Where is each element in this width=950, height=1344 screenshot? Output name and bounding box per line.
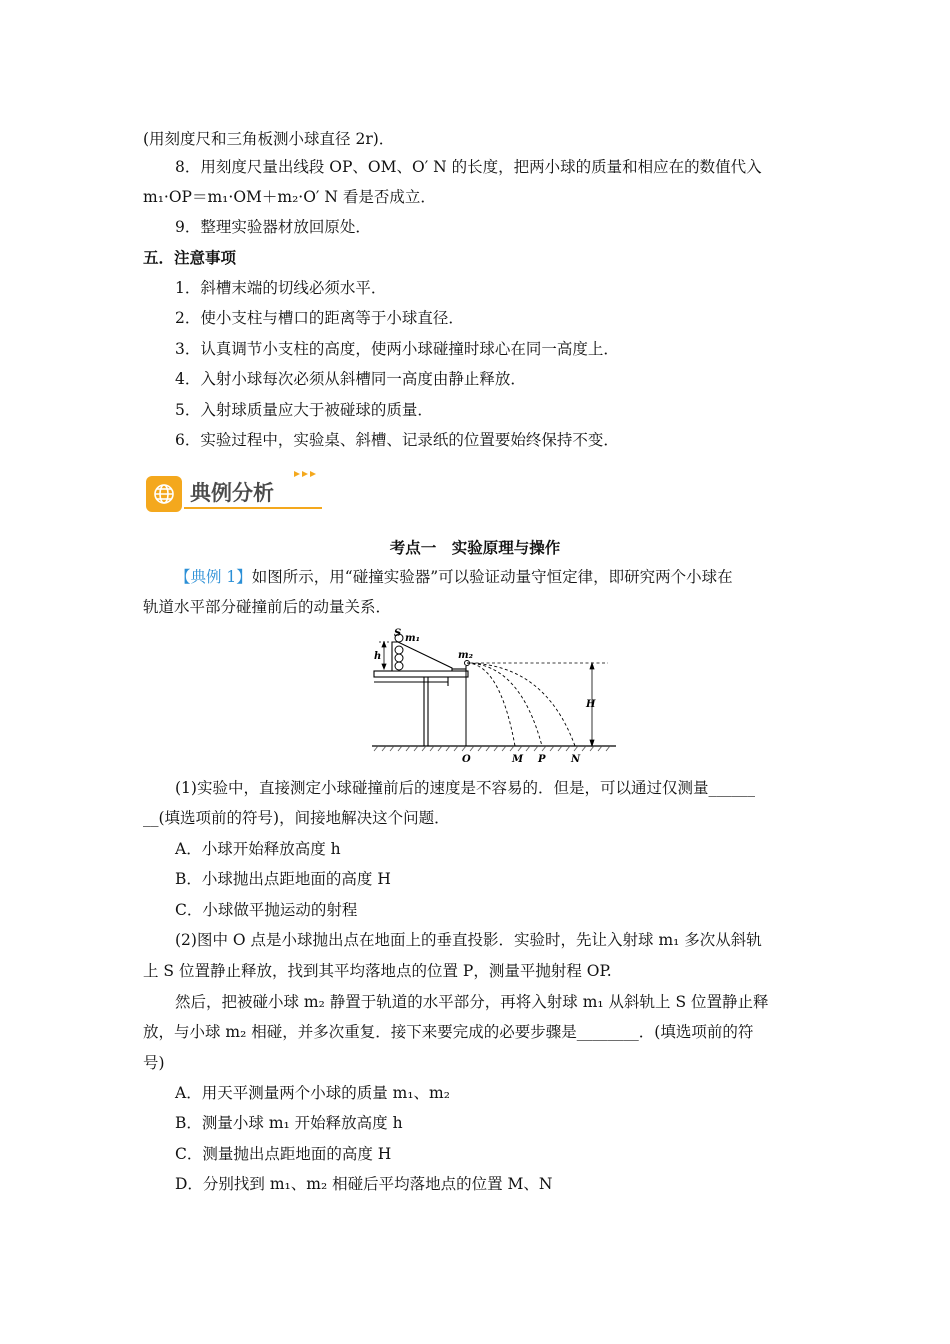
- option-line: B．测量小球 m₁ 开始释放高度 h: [175, 1114, 403, 1132]
- collision-apparatus-figure: [370, 628, 618, 766]
- option-line: A．用天平测量两个小球的质量 m₁、m₂: [175, 1084, 450, 1102]
- text-line: 3．认真调节小支柱的高度，使两小球碰撞时球心在同一高度上．: [175, 340, 619, 358]
- text-line: 4．入射小球每次必须从斜槽同一高度由静止释放．: [175, 370, 526, 388]
- section-title: 考点一 实验原理与操作: [389, 538, 561, 557]
- table: [374, 671, 468, 746]
- trajectories: [467, 663, 575, 746]
- text-line: 2．使小支柱与槽口的距离等于小球直径．: [175, 309, 464, 327]
- option-line: C．小球做平抛运动的射程: [175, 901, 358, 919]
- question-line: __(填选项前的符号)，间接地解决这个问题．: [143, 809, 450, 827]
- label-h: h: [374, 651, 382, 662]
- example-analysis-banner: [144, 468, 329, 514]
- question-line: 号): [143, 1054, 165, 1072]
- label-N: N: [571, 754, 581, 765]
- text-line: 5．入射球质量应大于被碰球的质量．: [175, 401, 433, 419]
- question-line: (1)实验中，直接测定小球碰撞前后的速度是不容易的．但是，可以通过仅测量______: [175, 779, 755, 797]
- question-line: 然后，把被碰小球 m₂ 静置于轨道的水平部分，再将入射球 m₁ 从斜轨上 S 位置静止释: [175, 993, 769, 1011]
- question-line: (2)图中 O 点是小球抛出点在地面上的垂直投影．实验时，先让入射球 m₁ 多次从斜轨: [175, 931, 762, 949]
- text-line: 1．斜槽末端的切线必须水平．: [175, 279, 387, 297]
- arrows-decoration: [294, 471, 316, 477]
- text-line: 8．用刻度尺量出线段 OP、OM、O′ N 的长度，把两小球的质量和相应在的数值代入: [175, 158, 762, 176]
- label-M: M: [512, 754, 524, 765]
- banner-title: 典例分析: [190, 481, 274, 505]
- question-line: 上 S 位置静止释放，找到其平均落地点的位置 P，测量平抛射程 OP.: [143, 962, 612, 980]
- text-line: m₁·OP＝m₁·OM＋m₂·O′ N 看是否成立．: [143, 188, 436, 206]
- option-line: A．小球开始释放高度 h: [175, 840, 341, 858]
- label-H: H: [586, 699, 596, 710]
- example-text: 如图所示，用“碰撞实验器”可以验证动量守恒定律，即研究两个小球在: [251, 568, 733, 586]
- text-line: 6．实验过程中，实验桌、斜槽、记录纸的位置要始终保持不变．: [175, 431, 619, 449]
- example-tag: 【典例 1】: [175, 568, 252, 586]
- ball-m1: [395, 634, 403, 670]
- label-m1: m₁: [405, 633, 420, 644]
- option-line: D．分别找到 m₁、m₂ 相碰后平均落地点的位置 M、N: [175, 1175, 553, 1193]
- label-m2: m₂: [458, 650, 473, 661]
- label-P: P: [538, 754, 546, 765]
- label-S: S: [394, 628, 402, 639]
- option-line: C．测量抛出点距地面的高度 H: [175, 1145, 392, 1163]
- text-line: 轨道水平部分碰撞前后的动量关系．: [143, 598, 392, 616]
- label-O: O: [462, 754, 471, 765]
- text-line: [175, 566, 733, 588]
- text-line: (用刻度尺和三角板测小球直径 2r)．: [143, 130, 395, 148]
- option-line: B．小球抛出点距地面的高度 H: [175, 870, 391, 888]
- section-heading: 五．注意事项: [143, 248, 237, 267]
- text-line: 9．整理实验器材放回原处．: [175, 218, 371, 236]
- question-line: 放，与小球 m₂ 相碰，并多次重复．接下来要完成的必要步骤是________．(填选项前的符: [143, 1023, 754, 1041]
